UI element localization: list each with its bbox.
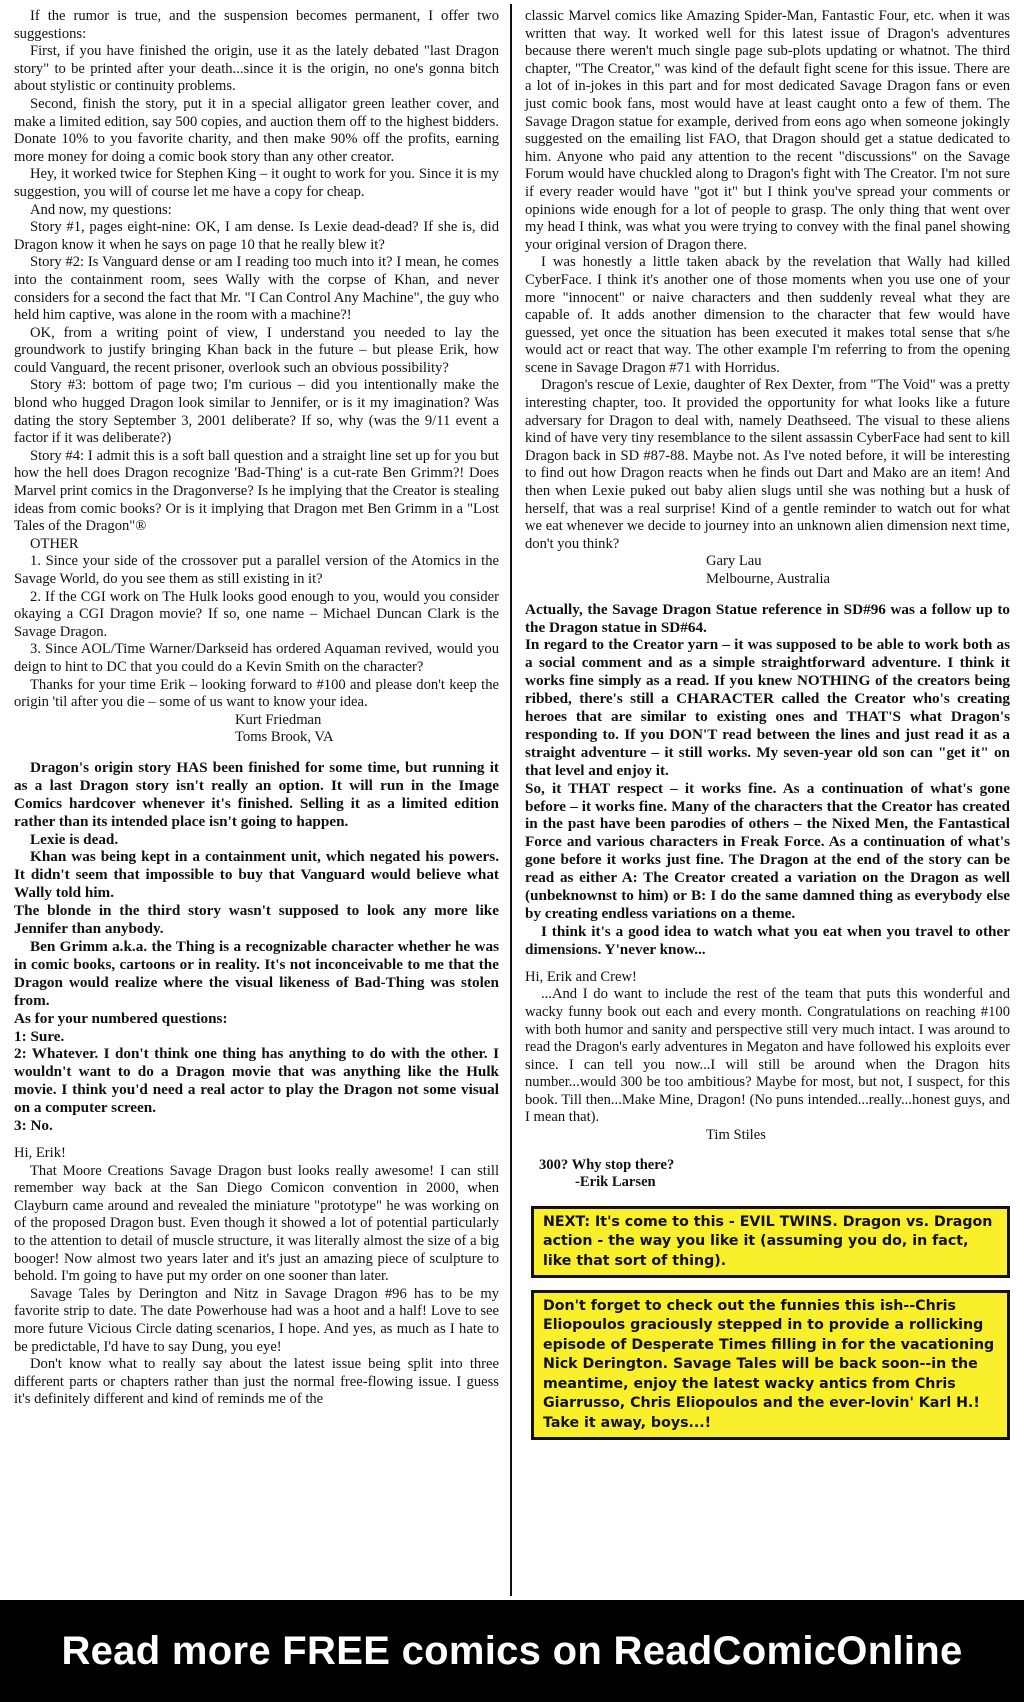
column-divider (510, 4, 512, 1596)
letter-paragraph: 1. Since your side of the crossover put a parallel version of the Atomics in the Savage World, do you see them as still existing in it? (14, 553, 499, 587)
reply-paragraph: 2: Whatever. I don't think one thing has anything to do with the other. I wouldn't want to do a Dragon movie that was anything like the Hulk movie. I think you'd need a real actor to play the Dragon not some visual on a computer screen. (14, 1045, 499, 1117)
signature-name: Tim Stiles (706, 1127, 766, 1144)
letter-paragraph: Thanks for your time Erik – looking forward to #100 and please don't keep the origin 'til after you die – some of us want to know your idea. (14, 676, 499, 711)
letter-paragraph: I was honestly a little taken aback by the revelation that Wally had killed CyberFace. I think it's another one of those moments when you use one of your more "innocent" or naive characters and then suddenly reveal what they are capable of. It adds another dimension to the character that few would have guessed, yet once the situation has been executed it makes total sense that s/he would act or react that way. The other example I'm referring to from the opening scene in Savage Dragon #71 with Horridus. (525, 254, 1010, 376)
letter-gary-lau-continued (525, 8, 1010, 589)
reply-paragraph: Dragon's origin story HAS been finished for some time, but running it as a last Dragon story isn't really an option. It will run in the Image Comics hardcover whenever it's finished. Selling it as a limited edition rather than its intended place isn't going to happen. (14, 758, 499, 830)
letter-paragraph: 3. Since AOL/Time Warner/Darkseid has ordered Aquaman revived, would you deign to hint to DC that you could do a Kevin Smith on the character? (14, 641, 499, 675)
letter-paragraph: Dragon's rescue of Lexie, daughter of Rex Dexter, from "The Void" was a pretty interesting chapter, too. It provided the opportunity for what looks like a future adversary for Dragon to deal with, namely Deathseed. The visual to these aliens kind of have very tiny resemblance to the silent assassin CyberFace had sent to kill Dragon back in SD #87-88. Maybe not. As I've noted before, it will be interesting to find out how Dragon reacts when he finds out Dart and Mako are an item! And then when Lexie puked out baby alien slugs until she was nothing but a husk of herself, that was a real surprise! Kind of a gentle reminder to watch out for what we eat whenever we decide to journey into an unknown alien dimension next time, don't you think? (525, 377, 1010, 552)
letter-paragraph: First, if you have finished the origin, use it as the lately debated "last Dragon story" to be printed after your death...since it is the origin, no one's gonna bitch about stylistic or continuity problems. (14, 43, 499, 95)
reply-line: 300? Why stop there? (539, 1156, 675, 1173)
letter-paragraph: Story #1, pages eight-nine: OK, I am dense. Is Lexie dead-dead? If she is, did Dragon know it when he says on page 10 that he really blew it? (14, 219, 499, 253)
reply-paragraph: The blonde in the third story wasn't supposed to look any more like Jennifer than anybody. (14, 902, 499, 938)
signature-place: Toms Brook, VA (235, 729, 334, 746)
right-column (525, 8, 1010, 1452)
letter-paragraph: Second, finish the story, put it in a special alligator green leather cover, and make a limited edition, say 500 copies, and auction them off to the highest bidders. Donate 10% to you favorite charity, and then make 90% off the profits, earning more money for doing a comic book story than any other creator. (14, 95, 499, 165)
reply-paragraph: Actually, the Savage Dragon Statue reference in SD#96 was a follow up to the Dragon statue in SD#64. (525, 600, 1010, 636)
reply-paragraph: Ben Grimm a.k.a. the Thing is a recognizable character whether he was in comic books, cartoons or in reality. It's not inconceivable to me that the Dragon would realize where the visual likeness of Bad-Thing was stolen from. (14, 938, 499, 1009)
letter-paragraph: OTHER (30, 535, 79, 552)
letter-greeting: Hi, Erik! (14, 1144, 66, 1161)
letter-paragraph: OK, from a writing point of view, I understand you needed to lay the groundwork to justify bringing Khan back in the future – but please Erik, how could Vanguard, the recent prisoner, overlook such an obvious possibility? (14, 324, 499, 376)
funnies-box: Don't forget to check out the funnies this ish--Chris Eliopoulos graciously stepped in to provide a rollicking episode of Desperate Times filling in for the vacationing Nick Derington. Savage Tales will be back soon--in the meantime, enjoy the latest wacky antics from Chris Giarrusso, Chris Eliopoulos and the ever-lovin' Karl H.! Take it away, boys...! (531, 1290, 1010, 1440)
reply-paragraph: So, it THAT respect – it works fine. As a continuation of what's gone before – it works fine. Many of the characters that the Creator has created in the past have been parodies of others – the Nixed Men, the Fantastical Force and various characters in Freak Force. As a continuation of what's gone before it works just fine. The Dragon at the end of the story can be read as either A: The Creator created a variation on the Dragon as well (unbeknownst to him) or B: I do the same damned thing as everybody else by creating endless variations on a theme. (525, 779, 1010, 922)
letter-paragraph: That Moore Creations Savage Dragon bust looks really awesome! I can still remember way back at the San Diego Comicon convention in 2000, when Clayburn came around and revealed the miniature "prototype" he was working on of the proposed Dragon bust. Even though it showed a lot of potential particularly to the attention to detail of muscle structure, it was literally almost the size of a big booger! Now almost two years later and it's just an amazing piece of sculpture to behold. I'm going to have put my order on one sooner than later. (14, 1162, 499, 1285)
letter-kurt-friedman (14, 8, 499, 747)
letter-greeting: Hi, Erik and Crew! (525, 968, 637, 985)
letter-tim-stiles (525, 969, 1010, 1145)
letter-paragraph: And now, my questions: (30, 201, 172, 218)
left-column (14, 8, 499, 1409)
letter-paragraph: classic Marvel comics like Amazing Spider-Man, Fantastic Four, etc. when it was written that way. It worked well for this latest issue of Dragon's adventures because there weren't much single page sub-plots updating or whatnot. The third chapter, "The Creator," was kind of the default fight scene for this issue. There are a lot of in-jokes in this part and for most dedicated Savage Dragon fans or even just comic book fans, most would have at least caught onto a few of them. The Savage Dragon statue for example, derived from eons ago when someone jokingly suggested on the emailing list FAO, that Dragon should get a statue dedicated to him. Anyone who paid any attention to the recent "discussions" on the Savage Forum would have chuckled along to Dragon's fight with The Creator. I'm not sure if every reader would have "got it" but I think you've spread your comments or opinions wide enough for a lot of people to grasp. The only thing that went over my head I think, was what you were trying to convey with the final panel showing your original version of Dragon there. (525, 8, 1010, 253)
letter-paragraph: 2. If the CGI work on The Hulk looks good enough to you, would you consider okaying a CGI Dragon movie? If so, one name – Michael Duncan Clark is the Savage Dragon. (14, 588, 499, 640)
promo-banner-text: Read more FREE comics on ReadComicOnline (61, 1629, 963, 1673)
signature-place: Melbourne, Australia (706, 571, 831, 587)
reply-paragraph: 3: No. (14, 1117, 53, 1135)
reply-paragraph: Khan was being kept in a containment unit, which negated his powers. It didn't seem that impossible to buy that Vanguard would believe what Wally told him. (14, 848, 499, 902)
reply-paragraph: Lexie is dead. (30, 830, 119, 848)
signature-name: Kurt Friedman (235, 711, 322, 728)
next-issue-box: NEXT: It's come to this - EVIL TWINS. Dragon vs. Dragon action - the way you like it (assuming you do, in fact, like that sort of thing). (531, 1206, 1010, 1278)
letter-paragraph: Hey, it worked twice for Stephen King – it ought to work for you. Since it is my suggestion, you will of course let me have a copy for cheap. (14, 166, 499, 200)
reply-signoff: -Erik Larsen (575, 1174, 656, 1191)
signature-name: Gary Lau (706, 553, 762, 570)
letter-paragraph: Don't know what to really say about the latest issue being split into three different parts or chapters rather than just the normal free-flowing issue. I guess it's definitely different and kind of reminds me of the (14, 1356, 499, 1408)
letter-paragraph: Story #4: I admit this is a soft ball question and a straight line set up for you but how the hell does Dragon recognize 'Bad-Thing' is a cut-rate Ben Grimm?! Does Marvel print comics in the Dragonverse? Is he implying that the Creator is stealing ideas from comic books? Or is it implying that Dragon met Ben Grimm in a "Lost Tales of the Dragon"® (14, 447, 499, 535)
letter-paragraph: Savage Tales by Derington and Nitz in Savage Dragon #96 has to be my favorite strip to date. The date Powerhouse had was a hoot and a half! Love to see more future Vicious Circle dating scenarios, I hope. And yes, as much as I hate to be predictable, I'd have to say Dung, you eye! (14, 1285, 499, 1355)
letter-paragraph: Story #3: bottom of page two; I'm curious – did you intentionally make the blond who hugged Dragon look similar to Jennifer, or is it my imagination? Was dating the story September 3, 2001 deliberate? If so, why (was the 9/11 event a factor if it was deliberate?) (14, 377, 499, 447)
editor-reply-3 (539, 1157, 1010, 1192)
promo-banner[interactable] (0, 1600, 1024, 1702)
letter-paragraph: ...And I do want to include the rest of the team that puts this wonderful and wacky funny book out each and every month. Congratulations on reaching #100 with both humor and sanity and perspective still very much intact. I was around to read the Dragon's early adventures in Megaton and have followed his exploits ever since. I can tell you now...I will still be around when the Dragon hits number...would 300 be too ambitious? Maybe for most, but not, I suspect, for this book. Till then...Make Mine, Dragon! (No puns intended...really...honest guys, and I mean that). (525, 986, 1010, 1126)
reply-paragraph: In regard to the Creator yarn – it was supposed to be able to work both as a social comment and as a simple straightforward adventure. I think it works fine simply as a read. If you knew NOTHING of the creators being ribbed, there's still a CHARACTER called the Creator who's creating heroes that are similar to existing ones and THAT'S what Dragon's responding to. If you DON'T read between the lines and just read it as a straight adventure – it still works. My seven-year old son can "get it" on that level and enjoy it. (525, 636, 1010, 779)
editor-reply-2 (525, 601, 1010, 959)
letter-paragraph: Story #2: Is Vanguard dense or am I reading too much into it? I mean, he comes into the containment room, sees Wally with the corpse of Khan, and never considers for a second the fact that Mr. "I Can Control Any Machine", the guy who held him captive, was alone in the room with a machine?! (14, 254, 499, 324)
reply-paragraph: I think it's a good idea to watch what you eat when you travel to other dimensions. Y'never know... (525, 922, 1010, 958)
editor-reply-1 (14, 759, 499, 1135)
reply-paragraph: As for your numbered questions: (14, 1009, 228, 1027)
reply-paragraph: 1: Sure. (14, 1027, 65, 1045)
letter-gary-lau (14, 1145, 499, 1409)
letter-paragraph: If the rumor is true, and the suspension becomes permanent, I offer two suggestions: (14, 8, 499, 42)
